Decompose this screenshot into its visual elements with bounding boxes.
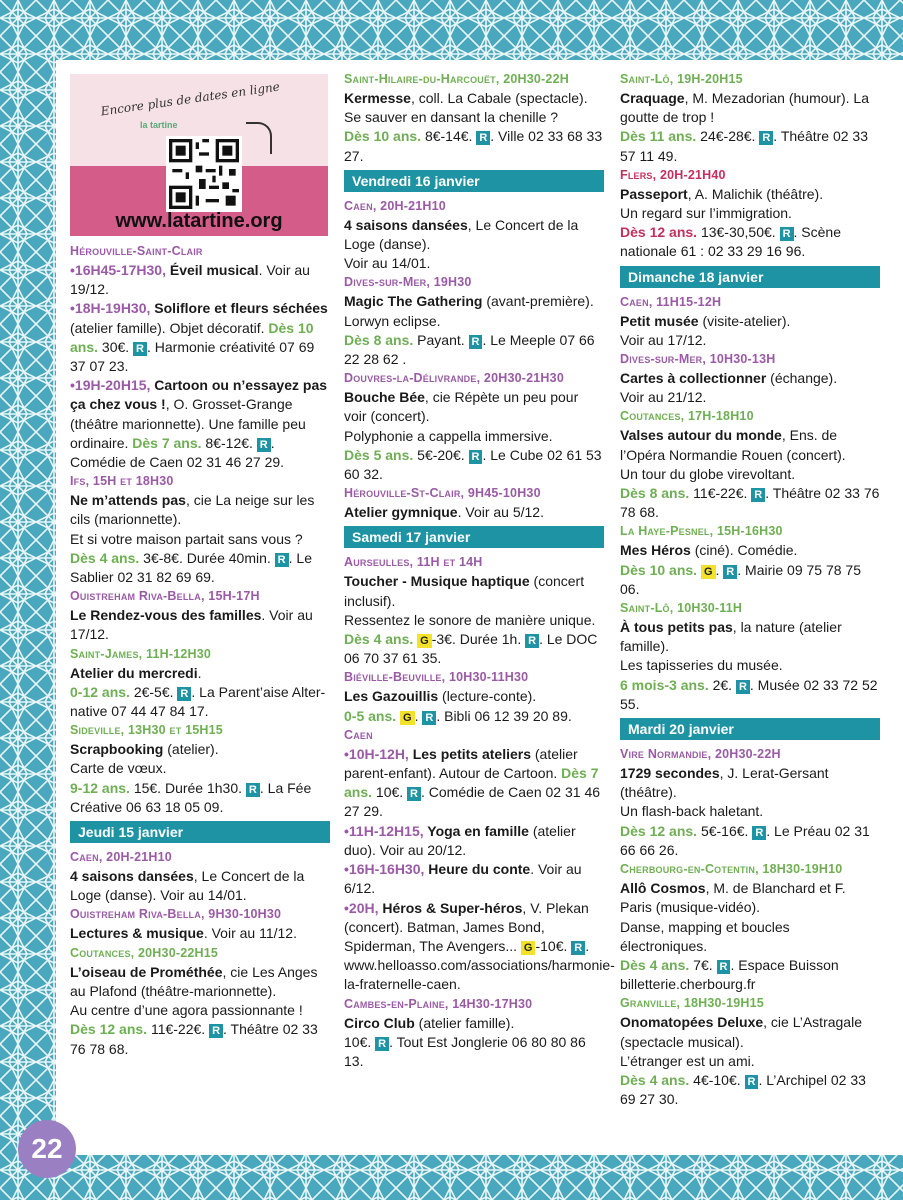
event-location: Dives-sur-Mer, 10H30-13H [620, 352, 776, 367]
event-title: 4 saisons dansées [344, 216, 468, 233]
event-detail [620, 618, 880, 656]
event-price: 30€. [98, 338, 134, 355]
event-detail [344, 899, 615, 995]
day-header: Vendredi 16 janvier [344, 170, 604, 192]
event-detail [70, 1001, 330, 1020]
event-detail [344, 687, 604, 706]
event-location: Douvres-la-Délivrande, 20H30-21H30 [344, 371, 564, 386]
reservation-badge-icon: R [759, 131, 773, 145]
event-title: Mes Héros [620, 542, 691, 559]
event-title: Heure du conte [428, 861, 531, 878]
event-detail [620, 312, 880, 331]
age-range: Dès 12 ans. [620, 224, 698, 241]
event-title: Les Gazouillis [344, 688, 439, 705]
age-range: 0-5 ans. [344, 707, 397, 724]
event-description: Au centre d’une agora passionnante ! [70, 1002, 303, 1019]
event-location: Saint-Lô, 10H30-11H [620, 601, 743, 616]
event-location: Sideville, 13H30 et 15H15 [70, 723, 223, 738]
event-title: Ne m’attends pas [70, 492, 186, 509]
event-detail [620, 204, 880, 223]
event-location: Cambes-en-Plaine, 14H30-17H30 [344, 996, 533, 1011]
event-description: , cie Les Anges au Plafond (théâtre-marionnette). [70, 963, 318, 999]
event-detail [620, 822, 880, 860]
event-detail [70, 299, 330, 376]
event-title: Valses autour du monde [620, 427, 782, 444]
event-detail [620, 465, 880, 484]
gratuit-badge-icon: G [521, 941, 536, 955]
age-range: Dès 8 ans. [344, 331, 414, 348]
age-range: Dès 12 ans. [70, 1021, 148, 1038]
event-description: Et si votre maison partait sans vous ? [70, 530, 303, 547]
bullet-icon: • [70, 377, 75, 394]
event-description: (concert inclusif). [344, 573, 585, 609]
event-title: Le Rendez-vous des familles [70, 607, 262, 624]
event-description: , Ens. de l’Opéra Normandie Rouen (concert). [620, 427, 846, 463]
event-description: , J. Lerat-Gersant (théâtre). [620, 765, 829, 801]
event-detail [620, 1013, 880, 1051]
age-range: 9-12 ans. [70, 779, 130, 796]
page-sheet [56, 60, 903, 1155]
event-location: Saint-Lô, 19H-20H15 [620, 72, 743, 86]
event-price: 7€. [689, 956, 717, 973]
age-range: Dès 11 ans. [620, 128, 697, 145]
event-price: 3€-8€. Durée 40min. [139, 549, 275, 566]
promo-logo: la tartine [140, 120, 178, 130]
event-title: Héros & Super-héros [382, 899, 523, 916]
event-title: Cartes à collectionner [620, 370, 767, 387]
event-description: , Le Concert de la Loge (danse). Voir au 14/01. [70, 868, 305, 904]
event-price: Payant. [413, 331, 469, 348]
event-description: (lecture-conte). [438, 688, 537, 705]
event-title: Scrapbooking [70, 741, 164, 758]
event-detail [70, 376, 330, 472]
column-3 [620, 70, 880, 1109]
event-location: Caen, 20H-21H10 [70, 850, 172, 865]
event-title: Soliflore et fleurs séchées [154, 300, 328, 317]
event-contact: . Ville 02 33 68 33 27. [344, 128, 603, 164]
event-contact: . Le Meeple 07 66 22 28 62 . [344, 331, 595, 368]
reservation-badge-icon: R [469, 450, 483, 464]
age-range: Dès 5 ans. [344, 446, 414, 463]
event-detail [70, 740, 330, 759]
event-description: , cie La neige sur les cils (marionnette). [70, 492, 315, 528]
promo-url[interactable]: www.latartine.org [115, 210, 283, 232]
event-detail [70, 867, 330, 905]
event-title: Kermesse [344, 90, 411, 106]
event-contact: . www.helloasso.com/associations/harmonie-la-fraternelle-caen. [344, 937, 615, 993]
column-3-body [620, 70, 880, 1109]
event-location: Caen [344, 727, 373, 742]
event-description: Polyphonie a cappella immersive. [344, 427, 553, 444]
event-detail [620, 676, 880, 714]
event-description: Carte de vœux. [70, 760, 167, 777]
event-description: Un tour du globe virevoltant. [620, 465, 796, 482]
event-detail [344, 89, 604, 127]
event-detail [620, 1052, 880, 1071]
reservation-badge-icon: R [736, 680, 750, 694]
arrow-icon [246, 122, 272, 154]
event-location: Ouistreham Riva-Bella, 15H-17H [70, 589, 260, 604]
event-detail [620, 541, 880, 560]
event-detail [344, 1014, 604, 1033]
event-detail [620, 484, 880, 522]
event-detail [70, 606, 330, 644]
event-price: -3€. Durée 1h. [431, 631, 526, 648]
event-price: 8€-14€. [421, 128, 477, 145]
event-price: 2€-5€. [129, 683, 178, 700]
event-detail [70, 261, 330, 299]
event-description: . Voir au 5/12. [457, 504, 544, 521]
event-detail [70, 1020, 330, 1058]
column-1-body [70, 242, 330, 1059]
event-detail [344, 707, 604, 726]
event-title: Bouche Bée [344, 389, 425, 406]
event-location: Hérouville-St-Clair, 9H45-10H30 [344, 486, 541, 501]
reservation-badge-icon: R [469, 335, 483, 349]
reservation-badge-icon: R [780, 227, 794, 241]
event-description: . Voir au 17/12. [70, 607, 313, 643]
bullet-icon: • [344, 745, 349, 762]
reservation-badge-icon: R [723, 565, 737, 579]
event-time: 10H-12H, [348, 745, 413, 762]
event-description: Un regard sur l’immigration. [620, 205, 792, 222]
event-contact: . Scène nationale 61 : 02 33 29 16 96. [620, 224, 842, 260]
event-detail [620, 879, 880, 917]
event-description: (atelier). [163, 741, 219, 758]
event-detail [620, 331, 880, 350]
promo-box[interactable] [70, 74, 328, 236]
event-description: Voir au 17/12. [620, 331, 707, 348]
event-location: La Haye-Pesnel, 15H-16H30 [620, 524, 783, 539]
column-2-body [344, 70, 615, 1071]
event-location: Hérouville-Saint-Clair [70, 244, 203, 258]
reservation-badge-icon: R [257, 438, 271, 452]
reservation-badge-icon: R [745, 1075, 759, 1089]
event-description: , V. Plekan (concert). Batman, James Bond, Spiderman, The Avengers... [344, 899, 589, 954]
reservation-badge-icon: R [422, 711, 436, 725]
event-time: 16H-16H30, [348, 861, 429, 878]
event-description: . Voir au 19/12. [70, 262, 310, 298]
column-2 [344, 70, 615, 1071]
event-time: 20H, [348, 899, 383, 916]
event-contact: . Théâtre 02 33 76 78 68. [620, 485, 880, 521]
event-detail [70, 963, 330, 1001]
event-price: 15€. Durée 1h30. [129, 779, 246, 796]
gratuit-badge-icon: G [417, 634, 432, 648]
qr-code-icon[interactable] [166, 136, 242, 212]
bullet-icon: • [344, 861, 349, 878]
event-description: , M. Mezadorian (humour). La goutte de trop ! [620, 90, 869, 126]
reservation-badge-icon: R [752, 826, 766, 840]
event-title: Cartoon ou n’essayez pas ça chez vous ! [70, 377, 328, 413]
event-detail [620, 956, 880, 994]
event-description: . [197, 664, 202, 681]
event-title: À tous petits pas [620, 619, 733, 636]
event-detail [344, 254, 604, 273]
event-location: Flers, 20H-21H40 [620, 167, 726, 182]
event-description: (atelier famille). Objet décoratif. [70, 319, 269, 336]
event-location: Caen, 11H15-12H [620, 294, 722, 309]
event-description: (atelier parent-enfant). Autour de Cartoon. [344, 745, 578, 782]
event-price: 4€-10€. [689, 1071, 745, 1088]
reservation-badge-icon: R [133, 342, 147, 356]
day-header: Samedi 17 janvier [344, 526, 604, 548]
event-detail [70, 530, 330, 549]
event-detail [344, 572, 604, 610]
event-price: 5€-20€. [413, 446, 469, 463]
event-description: , cie L’Astragale (spectacle musical). [620, 1014, 862, 1050]
bullet-icon: • [70, 262, 75, 278]
reservation-badge-icon: R [717, 960, 731, 974]
reservation-badge-icon: R [177, 687, 191, 701]
event-description: (visite-atelier). [698, 312, 791, 329]
event-contact: . Le DOC 06 70 37 61 35. [344, 631, 598, 667]
event-description: (atelier duo). Voir au 20/12. [344, 822, 576, 858]
event-description: , O. Grosset-Grange (théâtre marionnette). Une famille peu ordinaire. [70, 396, 306, 451]
event-detail [620, 127, 880, 165]
reservation-badge-icon: R [275, 553, 289, 567]
reservation-badge-icon: R [751, 488, 765, 502]
event-detail [620, 764, 880, 802]
event-location: Saint-James, 11H-12H30 [70, 646, 212, 661]
event-contact: . Espace Buisson billetterie.cherbourg.fr [620, 956, 839, 993]
event-detail [620, 561, 880, 599]
age-range: Dès 4 ans. [70, 549, 140, 566]
day-header: Jeudi 15 janvier [70, 821, 330, 843]
event-description: , cie Répète un peu pour voir (concert). [344, 389, 579, 425]
page-number: 22 [18, 1120, 76, 1178]
event-detail [620, 223, 880, 261]
event-detail [344, 822, 604, 860]
reservation-badge-icon: R [375, 1037, 389, 1051]
event-contact: . La Fée Créative 06 63 18 05 09. [70, 779, 312, 815]
event-price: 2€. [708, 676, 736, 693]
event-title: 1729 secondes [620, 765, 720, 782]
event-price: 5€-16€. [697, 822, 753, 839]
event-price: 24€-28€. [696, 128, 760, 145]
event-price: 13€-30,50€. [697, 224, 780, 241]
event-location: Coutances, 20H30-22H15 [70, 945, 219, 960]
event-description: Ressentez le sonore de manière unique. [344, 611, 596, 628]
event-price: . [715, 561, 724, 578]
event-price: 11€-22€. [689, 485, 752, 502]
event-title: Lectures & musique [70, 925, 204, 942]
age-range: Dès 4 ans. [620, 956, 690, 973]
event-detail [70, 924, 330, 943]
age-range: Dès 10 ans. [344, 128, 422, 145]
event-detail [344, 292, 604, 330]
reservation-badge-icon: R [246, 783, 260, 797]
reservation-badge-icon: R [525, 634, 539, 648]
event-detail [344, 427, 604, 446]
event-price: . [414, 707, 423, 724]
event-contact: . Bibli 06 12 39 20 89. [436, 707, 572, 724]
event-detail [344, 446, 604, 484]
event-detail [344, 331, 604, 369]
age-range: Dès 7 ans. [344, 765, 599, 801]
event-detail [620, 426, 880, 464]
event-location: Coutances, 17H-18H10 [620, 409, 754, 424]
reservation-badge-icon: R [407, 787, 421, 801]
event-detail [70, 491, 330, 529]
event-location: Saint-Hilaire-du-Harcouët, 20H30-22H [344, 72, 569, 86]
event-title: Petit musée [620, 312, 699, 329]
event-price: 8€-12€. [201, 434, 257, 451]
event-description: L’étranger est un ami. [620, 1052, 755, 1069]
event-location: Biéville-Beuville, 10H30-11H30 [344, 670, 529, 685]
event-description: , coll. La Cabale (spectacle). Se sauver en dansant la chenille ? [344, 90, 588, 126]
event-location: Ifs, 15H et 18H30 [70, 474, 174, 489]
event-location: Cherbourg-en-Cotentin, 18H30-19H10 [620, 862, 843, 877]
event-title: Atelier gymnique [344, 504, 458, 521]
day-header: Mardi 20 janvier [620, 718, 880, 740]
event-description: , A. Malichik (théâtre). [687, 185, 824, 202]
event-contact: . Le Sablier 02 31 82 69 69. [70, 549, 312, 586]
event-description: (ciné). Comédie. [690, 542, 798, 559]
event-contact: . Le Cube 02 61 53 60 32. [344, 446, 602, 483]
event-location: Ouistreham Riva-Bella, 9H30-10H30 [70, 907, 282, 922]
age-range: Dès 10 ans. [70, 319, 314, 355]
event-detail [620, 185, 880, 204]
event-detail [620, 388, 880, 407]
event-detail [70, 759, 330, 778]
bullet-icon: • [344, 899, 349, 916]
event-detail [344, 630, 604, 668]
event-description: (échange). [766, 370, 838, 387]
event-contact: . Comédie de Caen 02 31 46 27 29. [70, 434, 285, 471]
event-time: 11H-12H15, [348, 822, 428, 839]
event-contact: . Théâtre 02 33 76 78 68. [70, 1021, 318, 1057]
event-detail [344, 127, 604, 165]
event-description: Les tapisseries du musée. [620, 657, 783, 674]
event-detail [620, 656, 880, 675]
event-detail [344, 503, 604, 522]
event-description: Danse, mapping et boucles électroniques. [620, 918, 790, 954]
event-description: (avant-première). Lorwyn eclipse. [344, 293, 594, 329]
event-contact: . L’Archipel 02 33 69 27 30. [620, 1071, 866, 1108]
age-range: 0-12 ans. [70, 683, 130, 700]
bullet-icon: • [70, 300, 75, 317]
reservation-badge-icon: R [476, 131, 490, 145]
event-description: 10€. [344, 1033, 376, 1050]
event-detail [620, 1071, 880, 1109]
event-title: Atelier du mercredi [70, 664, 198, 681]
event-detail [70, 549, 330, 587]
event-detail [344, 745, 604, 822]
event-title: Les petits ateliers [412, 745, 531, 762]
event-description: . Voir au 6/12. [344, 861, 582, 897]
event-detail [70, 683, 330, 721]
event-title: Toucher - Musique haptique [344, 573, 530, 590]
promo-tagline: Encore plus de dates en ligne [99, 79, 281, 119]
event-description: , Le Concert de la Loge (danse). [344, 216, 579, 253]
age-range: 6 mois-3 ans. [620, 676, 709, 693]
event-title: Yoga en famille [427, 822, 529, 839]
event-description: (atelier famille). [414, 1014, 515, 1031]
event-title: 4 saisons dansées [70, 868, 194, 885]
event-contact: . Le Préau 02 31 66 66 26. [620, 822, 870, 858]
event-detail [344, 860, 604, 898]
event-description: Voir au 14/01. [344, 255, 431, 272]
event-time: 19H-20H15, [74, 377, 155, 394]
event-description: Voir au 21/12. [620, 389, 707, 406]
event-title: Craquage [620, 90, 685, 106]
age-range: Dès 4 ans. [620, 1071, 690, 1088]
age-range: Dès 4 ans. [344, 631, 414, 648]
reservation-badge-icon: R [209, 1024, 223, 1038]
event-time: 18H-19H30, [74, 300, 155, 317]
event-description: , la nature (atelier famille). [620, 619, 842, 655]
bullet-icon: • [344, 822, 349, 839]
event-price: 11€-22€. [147, 1021, 210, 1038]
event-contact: . Musée 02 33 72 52 55. [620, 676, 878, 712]
reservation-badge-icon: R [571, 941, 585, 955]
event-title: Éveil musical [169, 262, 259, 278]
event-detail [344, 1033, 604, 1071]
event-location: Dives-sur-Mer, 19H30 [344, 275, 472, 290]
age-range: Dès 10 ans. [620, 561, 698, 578]
event-contact: . Théâtre 02 33 57 11 49. [620, 128, 868, 164]
event-contact: . La Parent’aise Alter-native 07 44 47 84 17. [70, 683, 326, 720]
event-contact: . Mairie 09 75 78 75 06. [620, 561, 861, 597]
gratuit-badge-icon: G [701, 565, 716, 579]
event-detail [620, 918, 880, 956]
event-time: 16H45-17H30, [74, 262, 170, 278]
event-title: Circo Club [344, 1014, 415, 1031]
event-detail [620, 802, 880, 821]
event-location: Caen, 20H-21H10 [344, 198, 446, 213]
event-price: 10€. [372, 784, 408, 801]
event-description: . Voir au 11/12. [203, 925, 297, 942]
day-header: Dimanche 18 janvier [620, 266, 880, 288]
event-title: L’oiseau de Prométhée [70, 963, 223, 980]
event-detail [620, 89, 880, 127]
event-detail [620, 369, 880, 388]
event-contact: . Tout Est Jonglerie 06 80 80 86 13. [344, 1033, 586, 1069]
event-location: Vire Normandie, 20H30-22H [620, 747, 781, 762]
event-detail [344, 611, 604, 630]
event-detail [344, 216, 604, 254]
column-1 [70, 74, 330, 1059]
age-range: Dès 8 ans. [620, 485, 690, 502]
event-location: Granville, 18H30-19H15 [620, 996, 764, 1011]
event-description: Un flash-back haletant. [620, 803, 764, 820]
event-contact: . Comédie de Caen 02 31 46 27 29. [344, 784, 601, 820]
event-title: Allô Cosmos [620, 880, 706, 897]
event-description: , M. de Blanchard et F. Paris (musique-vidéo). [620, 880, 846, 916]
gratuit-badge-icon: G [400, 711, 415, 725]
event-location: Aurseulles, 11H et 14H [344, 555, 483, 570]
age-range: Dès 12 ans. [620, 822, 698, 839]
event-contact: . Harmonie créativité 07 69 37 07 23. [70, 338, 315, 375]
event-title: Magic The Gathering [344, 293, 483, 310]
event-detail [70, 779, 330, 817]
event-title: Onomatopées Deluxe [620, 1014, 764, 1031]
event-detail [70, 664, 330, 683]
age-range: Dès 7 ans. [132, 434, 202, 451]
event-title: Passeport [620, 185, 688, 202]
event-detail [344, 388, 604, 426]
event-price: -10€. [535, 937, 572, 954]
